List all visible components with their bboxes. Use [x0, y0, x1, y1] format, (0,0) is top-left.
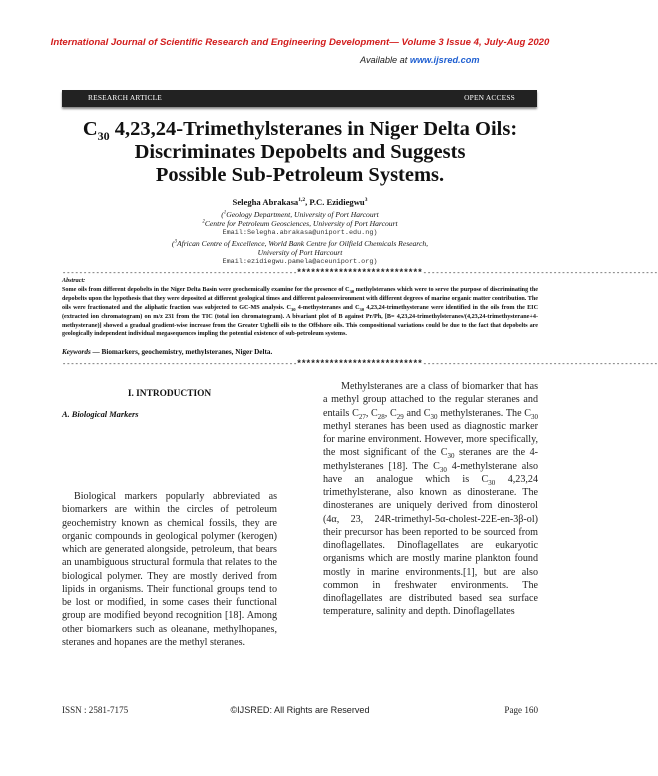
- open-access-label: OPEN ACCESS: [464, 93, 515, 102]
- paper-title: $C_{30}$ 4,23,24-Trimethylsteranes in Niger Delta Oils: Discriminates Depobelts and Suggests Possible Sub-Petroleum Systems.: [82, 118, 518, 186]
- section-heading-introduction: I. INTRODUCTION: [127, 389, 212, 399]
- journal-url-link[interactable]: www.ijsred.com: [409, 55, 480, 65]
- available-label: Available at: [360, 55, 410, 65]
- research-article-label: RESEARCH ARTICLE: [88, 93, 162, 102]
- footer-copyright: ©IJSRED: All Rights are Reserved: [230, 705, 370, 715]
- affiliation-2: $^2$Centre for Petroleum Geosciences, University of Port Harcourt: [202, 219, 398, 228]
- section-divider: --------------------------------------------------------***************************--------------------------------------------------------: [62, 357, 658, 369]
- author-list: Selegha Abrakasa$^{1,2}$, P.C. Ezidiegwu$^3$: [232, 197, 368, 207]
- section-divider: --------------------------------------------------------***************************--------------------------------------------------------: [62, 266, 658, 278]
- abstract: Abstract: Some oils from different depobelts in the Niger Delta Basin were geochemically examine for the presence of $C_{30}$ methylsteranes which were to serve the purpose of discriminating the depobelts upon the hypothesis that they were deposited at different geological times and different paleoenvironment with different degrees of marine organic matter contribution. The oils were fractionated and the aliphatic fraction was subjected to GC-MS analysis. $C_{30}$ 4-methysteranes and $C_{30}$ 4,23,24-trimethysterane were identified in the oils from the EIC (extracted ion chromatogram) on m/z 231 from the TIC (total ion chromatogram). A bivariant plot of B against Pr/Ph, [B= 4,23,24-trimethylsteranes/(4,23,24-trimethysterane+4-methysterane)] showed a gradual gradient-wise increase from the Greater Ughelli oils to the Offshore oils. This compositional variations could be due to the fact that depobelts are geologically independent individual megasequences impling the potential existence of sub-petroleum systems.: [62, 278, 538, 338]
- subsection-heading: A. Biological Markers: [62, 410, 139, 419]
- availability-line: [360, 55, 480, 65]
- abstract-label: Abstract:: [62, 278, 86, 284]
- keywords: Keywords — Biomarkers, geochemistry, methylsteranes, Niger Delta.: [62, 348, 273, 356]
- footer-issn: ISSN : 2581-7175: [62, 705, 129, 715]
- article-type-bar: [62, 90, 537, 107]
- page-number: Page 160: [504, 705, 538, 715]
- journal-header: International Journal of Scientific Research and Engineering Development— Volume 3 Issue 4, July-Aug 2020: [50, 37, 550, 48]
- affiliation-1: ($^1$Geology Department, University of Port Harcourt: [221, 210, 379, 219]
- intro-paragraph: Biological markers popularly abbreviated as biomarkers are within the circles of petroleum geochemistry known as chemical fossils, they are organic compounds in geological polymer (kerogen) which are generated alongside, petroleum, that bears an unambiguous structural formula that relates to the biological polymer. They are mostly derived from lipids in organisms. Their functional groups tend to be lost or modified, in some cases their functional group are modified beyond recognition [18]. Among other biomarkers such as oleanane, methylhopanes, steranes and hopanes are the methyl steranes.: [62, 491, 277, 648]
- affiliation-3-line2: University of Port Harcourt: [257, 248, 343, 257]
- email-2[interactable]: Email:ezidiegwu.pamela@aceuniport.org): [222, 258, 378, 266]
- author-name: P.C. Ezidiegwu: [309, 197, 365, 207]
- email-1[interactable]: Email:Selegha.abrakasa@uniport.edu.ng): [222, 229, 378, 237]
- affiliation-3: ($^3$African Centre of Excellence, World Bank Centre for Oilfield Chemicals Research,: [171, 239, 429, 248]
- author-name: Selegha Abrakasa: [232, 197, 299, 207]
- methylsteranes-paragraph: Methylsteranes are a class of biomarker that has a methyl group attached to the regular steranes and entails $C_{27}$, $C_{28}$, $C_{29}$ and $C_{30}$ methylsteranes. The $C_{30}$ methyl steranes has been used as diagnostic marker for marine environment. However, more specifically, the most significant of the $C_{30}$ steranes are the 4-methylsteranes [18]. The $C_{30}$ 4-methylsterane also have an analogue which is $C_{30}$ 4,23,24 trimethylsterane, also known as dinosterane. The dinosteranes are uniquely derived from dinosterol (4α, 23, 24R-trimethyl-5α-cholest-22E-en-3β-ol) their precursor has been reported to be sourced from dinoflagellates. Dinoflagellates are eukaryotic organisms which are mostly marine plankton found mostly in marine environments.[1], but are also common in freshwater environments. The dinoflagellates are distributed based sea surface temperature, salinity and depth. Dinoflagellates: [323, 381, 539, 618]
